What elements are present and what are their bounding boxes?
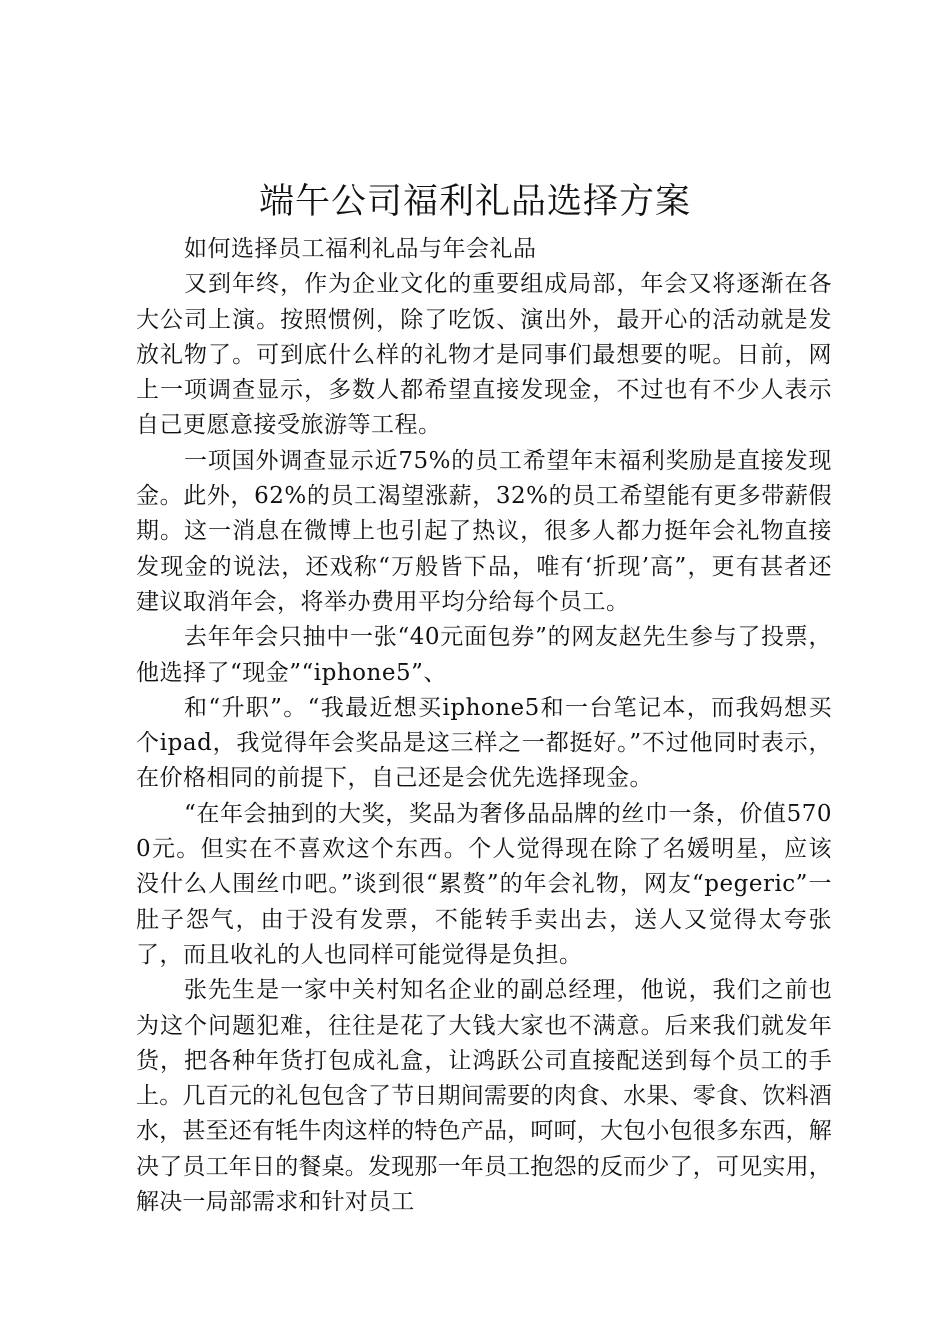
paragraph: 一项国外调查显示近75%的员工希望年末福利奖励是直接发现金。此外，62%的员工渴望涨薪，32%的员工希望能有更多带薪假期。这一消息在微博上也引起了热议，很多人都力挺年会礼物直接发现金的说法，还戏称“万般皆下品，唯有‘折现’高”，更有甚者还建议取消年会，将举办费用平均分给每个员工。 — [136, 447, 832, 615]
paragraph-subtitle: 如何选择员工福利礼品与年会礼品 — [184, 236, 537, 262]
document-title: 端午公司福利礼品选择方案 — [258, 182, 691, 222]
paragraph: 张先生是一家中关村知名企业的副总经理，他说，我们之前也为这个问题犯难，往往是花了大钱大家也不满意。后来我们就发年货，把各种年货打包成礼盒，让鸿跃公司直接配送到每个员工的手上。几百元的礼包包含了节日期间需要的肉食、水果、零食、饮料酒水，甚至还有牦牛肉这样的特色产品，呵呵，大包小包很多东西，解决了员工年日的餐桌。发现那一年员工抱怨的反而少了，可见实用，解决一局部需求和针对员工 — [136, 977, 832, 1216]
paragraph: 去年年会只抽中一张“40元面包券”的网友赵先生参与了投票，他选择了“现金”“iphone5”、 — [136, 624, 832, 686]
paragraph: 和“升职”。“我最近想买iphone5和一台笔记本，而我妈想买个ipad，我觉得年会奖品是这三样之一都挺好。”不过他同时表示，在价格相同的前提下，自己还是会优先选择现金。 — [136, 694, 832, 792]
document-body — [136, 232, 832, 1220]
paragraph: 又到年终，作为企业文化的重要组成局部，年会又将逐渐在各大公司上演。按照惯例，除了吃饭、演出外，最开心的活动就是发放礼物了。可到底什么样的礼物才是同事们最想要的呢。日前，网上一项调查显示，多数人都希望直接发现金，不过也有不少人表示自己更愿意接受旅游等工程。 — [136, 271, 832, 439]
paragraph: “在年会抽到的大奖，奖品为奢侈品品牌的丝巾一条，价值5700元。但实在不喜欢这个东西。个人觉得现在除了名媛明星，应该没什么人围丝巾吧。”谈到很“累赘”的年会礼物，网友“pegeric”一肚子怨气，由于没有发票，不能转手卖出去，送人又觉得太夸张了，而且收礼的人也同样可能觉得是负担。 — [136, 800, 832, 968]
